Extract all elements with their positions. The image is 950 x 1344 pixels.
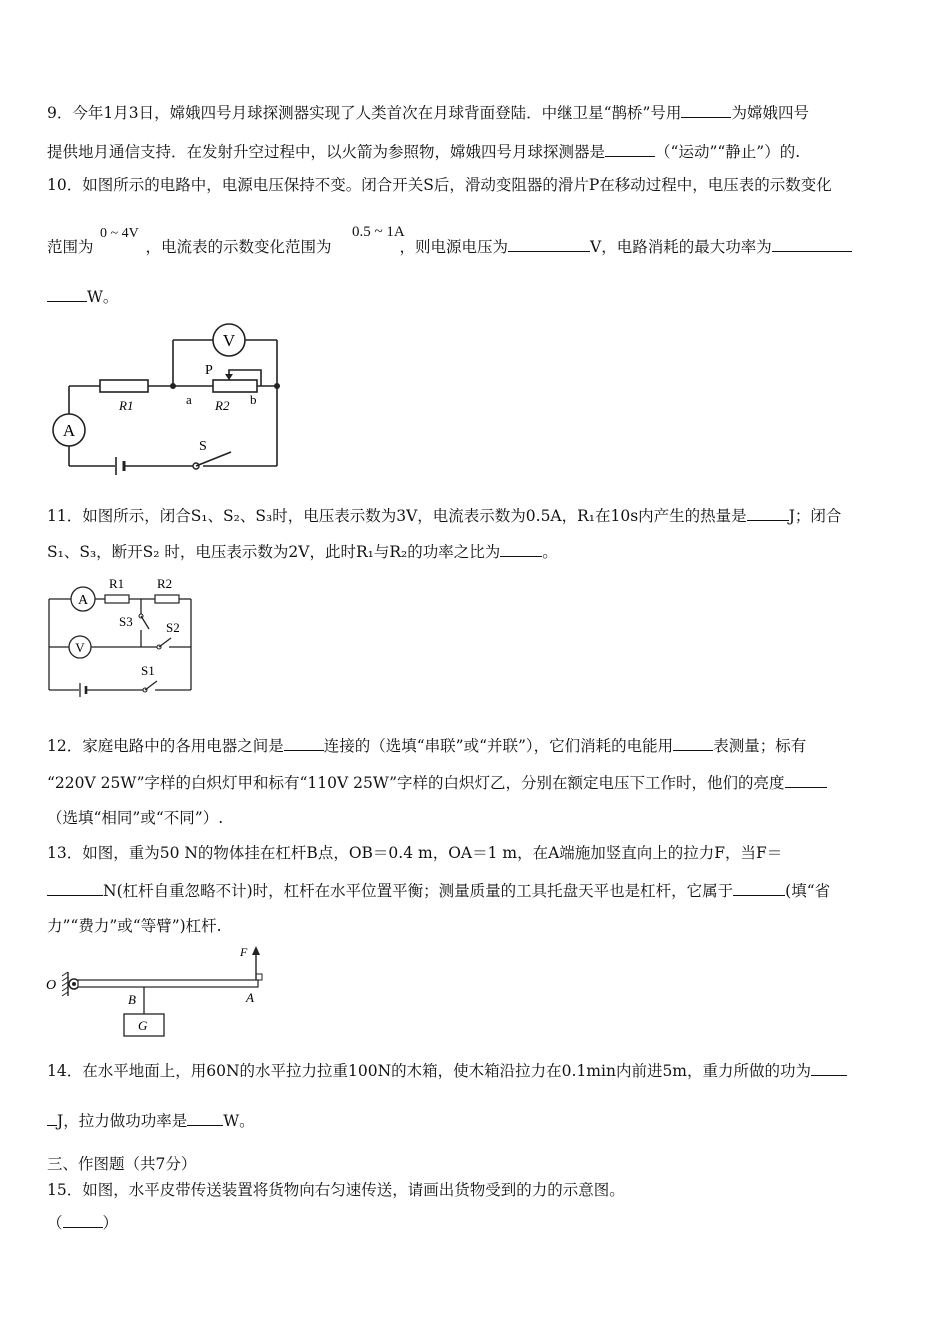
q10-voltage-range: 0 ~ 4V xyxy=(100,226,139,241)
q10-line1: 10．如图所示的电路中，电源电压保持不变。闭合开关S后，滑动变阻器的滑片P在移动过程中，电压表的示数变化 xyxy=(47,176,832,194)
q11-line2 xyxy=(47,541,558,562)
q12-line2 xyxy=(47,772,827,793)
q10-line3 xyxy=(47,286,118,307)
q10-circuit-diagram xyxy=(45,318,285,478)
q14-line2 xyxy=(47,1110,255,1131)
q11-voltmeter-label: V xyxy=(75,640,85,655)
q11-s1-label: S1 xyxy=(141,663,155,678)
q10-current-range: 0.5 ~ 1A xyxy=(352,224,405,240)
q12-text-4: “220V 25W”字样的白炽灯甲和标有“110V 25W”字样的白炽灯乙，分别在额定电压下工作时，他们的亮度 xyxy=(47,774,785,792)
q11-text-4: 。 xyxy=(542,543,558,561)
q12-line3: （选填“相同”或“不同”）. xyxy=(47,809,224,827)
q11-r1-resistor xyxy=(105,595,129,603)
q11-circuit-diagram xyxy=(45,572,205,697)
q13-label-o: O xyxy=(46,978,57,993)
q12-blank-brightness[interactable] xyxy=(785,772,827,788)
q12-blank-meter[interactable] xyxy=(673,735,713,751)
q15-line1: 15．如图，水平皮带传送装置将货物向右匀速传送，请画出货物受到的力的示意图。 xyxy=(47,1181,625,1199)
q10-blank-voltage[interactable] xyxy=(508,236,590,252)
q13-line2 xyxy=(47,880,830,901)
q9-text-3: 提供地月通信支持．在发射升空过程中，以火箭为参照物，嫦娥四号月球探测器是 xyxy=(47,143,606,161)
q13-lever-bar xyxy=(78,980,258,987)
q10-switch-label: S xyxy=(199,439,207,454)
q11-r1-label: R1 xyxy=(109,576,125,591)
q11-text-1: 11．如图所示，闭合S₁、S₂、S₃时，电压表示数为3V，电流表示数为0.5A，R₁在10s内产生的热量是 xyxy=(47,507,747,525)
q13-blank-force[interactable] xyxy=(47,880,103,896)
q14-blank-power[interactable] xyxy=(187,1110,223,1126)
q14-text-3: W。 xyxy=(223,1112,255,1130)
q10-blank-power-1[interactable] xyxy=(772,236,852,252)
q12-text-3: 表测量；标有 xyxy=(713,737,807,755)
q14-text-1: 14．在水平地面上，用60N的水平拉力拉重100N的木箱，使木箱沿拉力在0.1min内前进5m，重力所做的功为 xyxy=(47,1062,812,1080)
q14-text-2: J，拉力做功功率是 xyxy=(57,1112,188,1130)
q10-unit-v: V，电路消耗的最大功率为 xyxy=(590,238,772,256)
q10-r2-resistor xyxy=(213,380,257,392)
q13-line3: 力”“费力”或“等臂”)杠杆. xyxy=(47,917,222,935)
q15-paren-open: （ xyxy=(47,1214,63,1232)
q13-label-b: B xyxy=(128,992,136,1007)
q11-s3-label: S3 xyxy=(119,614,133,629)
q9-line1 xyxy=(47,102,809,123)
q11-text-2: J；闭合 xyxy=(788,507,842,525)
section-3-title: 三、作图题（共7分） xyxy=(47,1155,197,1173)
q15-paren-close: ） xyxy=(102,1214,119,1232)
q10-line2 xyxy=(47,236,852,257)
q15-blank-answer[interactable] xyxy=(63,1212,103,1228)
q11-blank-ratio[interactable] xyxy=(500,541,542,557)
q12-text-2: 连接的（选填“串联”或“并联”），它们消耗的电能用 xyxy=(323,737,674,755)
q13-line1: 13．如图，重为50 N的物体挂在杠杆B点，OB＝0.4 m，OA＝1 m，在A端施加竖直向上的拉力F，当F＝ xyxy=(47,844,783,862)
q11-s2-label: S2 xyxy=(166,620,180,635)
q9-blank-1[interactable] xyxy=(681,102,731,118)
q14-blank-gravity-work-1[interactable] xyxy=(811,1060,847,1076)
q13-text-2: (填“省 xyxy=(785,882,831,900)
q14-blank-gravity-work-2[interactable] xyxy=(47,1110,57,1126)
q15-answer xyxy=(47,1212,118,1233)
q11-r2-resistor xyxy=(155,595,179,603)
q10-slider-label: P xyxy=(205,363,213,378)
q10-r2-label: R2 xyxy=(215,398,230,413)
q13-lever-diagram xyxy=(42,942,282,1042)
q10-current-label: ，电流表的示数变化范围为 xyxy=(145,238,332,256)
q9-text-4: （“运动”“静止”）的. xyxy=(655,143,801,161)
q10-voltmeter-label: V xyxy=(222,331,236,350)
q13-label-f: F xyxy=(240,945,248,959)
q13-label-a: A xyxy=(246,990,254,1005)
q11-r2-label: R2 xyxy=(157,576,173,591)
q13-label-g: G xyxy=(138,1018,148,1033)
q12-text-1: 12．家庭电路中的各用电器之间是 xyxy=(47,737,284,755)
q10-supply-label: ，则电源电压为 xyxy=(399,238,509,256)
q12-line1 xyxy=(47,735,806,756)
q10-r1-resistor xyxy=(100,380,148,392)
q11-ammeter-label: A xyxy=(77,593,89,608)
q9-blank-2[interactable] xyxy=(605,141,655,157)
q9-text-2: 为嫦娥四号 xyxy=(731,104,809,122)
q10-point-a-label: a xyxy=(186,392,192,407)
q10-ammeter-label: A xyxy=(62,421,76,440)
q10-range-label: 范围为 xyxy=(47,238,94,256)
q9-text-1: 9．今年1月3日，嫦娥四号月球探测器实现了人类首次在月球背面登陆．中继卫星“鹊桥”号用 xyxy=(47,104,682,122)
q12-blank-connection[interactable] xyxy=(284,735,324,751)
q10-point-b-label: b xyxy=(250,392,257,407)
q10-r1-label: R1 xyxy=(119,398,134,413)
q14-line1 xyxy=(47,1060,847,1081)
q13-text-1: N(杠杆自重忽略不计)时，杠杆在水平位置平衡；测量质量的工具托盘天平也是杠杆，它属于 xyxy=(103,882,734,900)
q10-blank-power-2[interactable] xyxy=(47,286,87,302)
q13-blank-lever-type[interactable] xyxy=(733,880,785,896)
q11-line1 xyxy=(47,505,841,526)
q10-unit-w: W。 xyxy=(87,288,119,306)
q11-text-3: S₁、S₃，断开S₂ 时，电压表示数为2V，此时R₁与R₂的功率之比为 xyxy=(47,543,501,561)
q11-blank-heat[interactable] xyxy=(747,505,789,521)
q9-line2 xyxy=(47,141,800,162)
